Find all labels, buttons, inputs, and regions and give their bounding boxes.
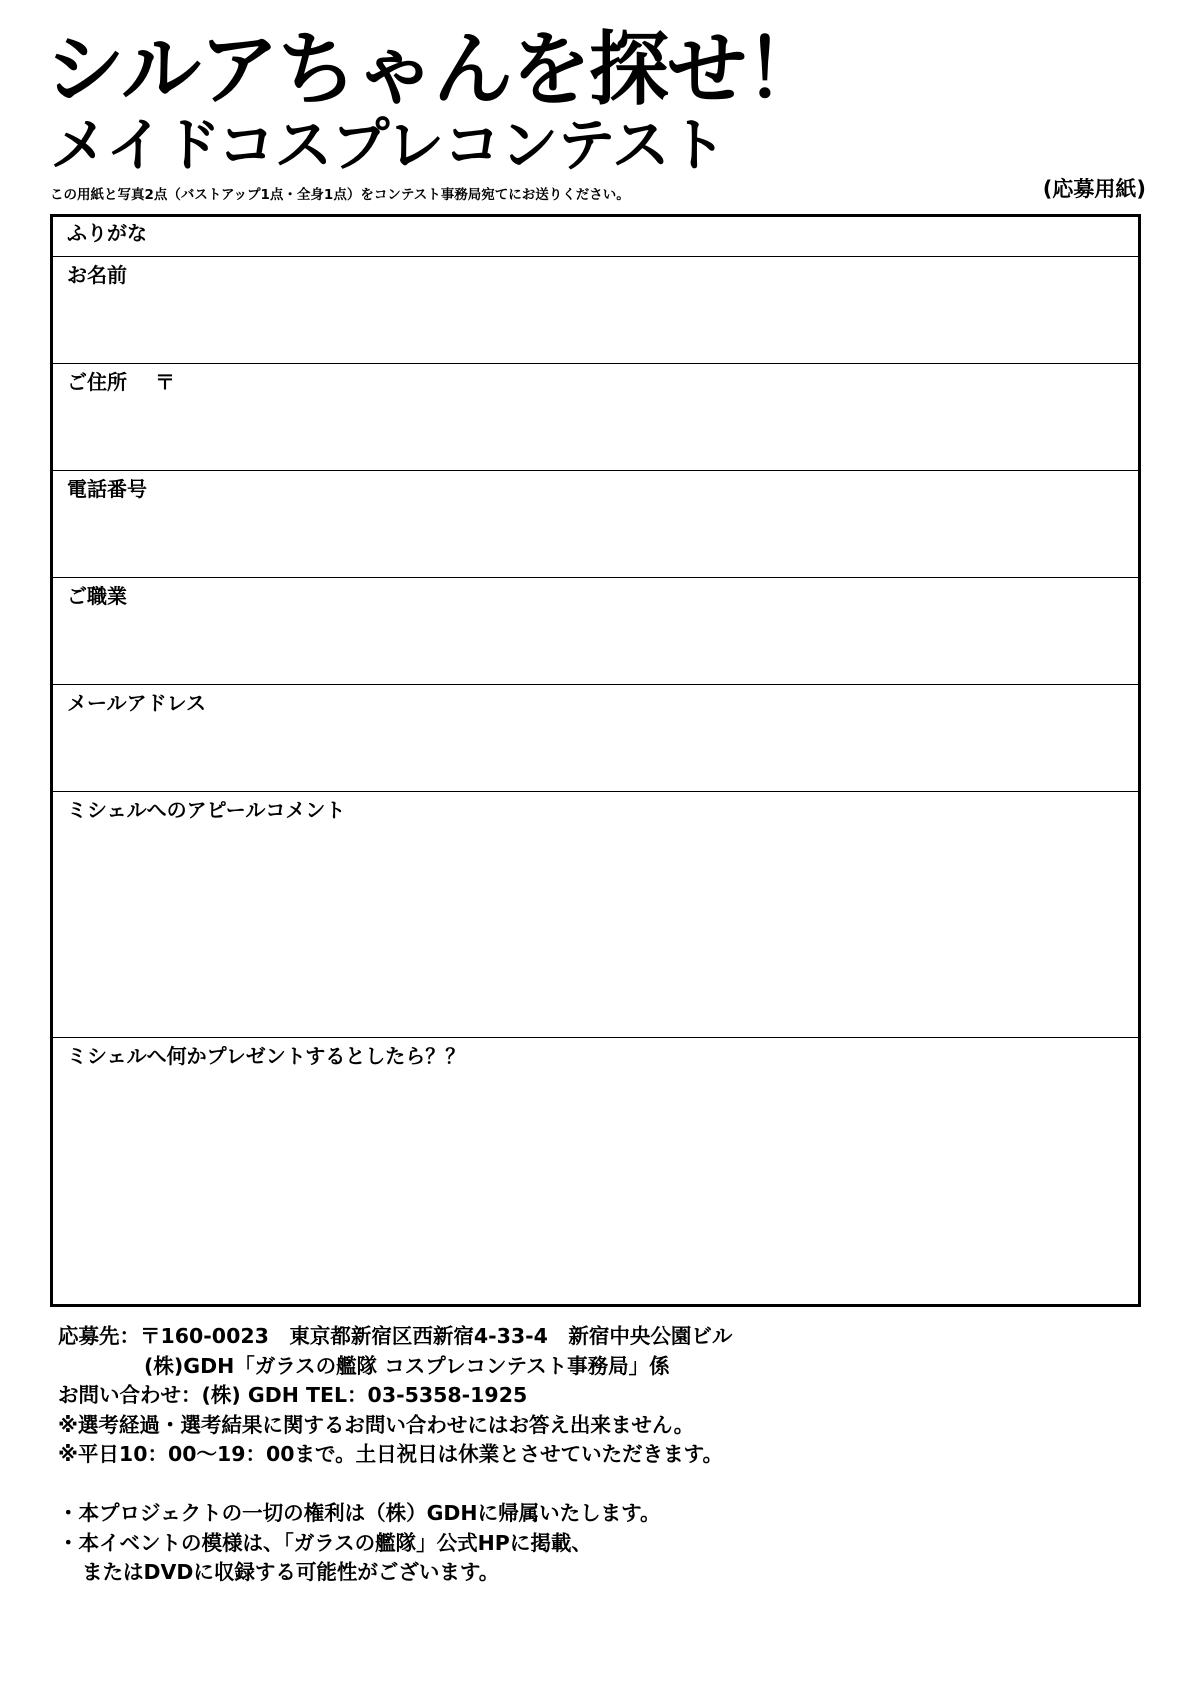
form-row-phone[interactable] <box>53 471 1138 578</box>
bullet-line-1: ・本プロジェクトの一切の権利は（株）GDHに帰属いたします。 <box>58 1501 661 1525</box>
form-type-label: (応募用紙) <box>1042 177 1146 201</box>
spacer <box>58 1470 732 1500</box>
note-line-1: ※選考経過・選考結果に関するお問い合わせにはお答え出来ません。 <box>58 1412 695 1437</box>
note-line-2: ※平日10：00〜19：00まで。土日祝日は休業とさせていただきます。 <box>58 1442 723 1466</box>
form-row-address[interactable] <box>53 364 1138 471</box>
form-row-name[interactable] <box>53 257 1138 364</box>
postal-mark: 〒 <box>155 370 175 394</box>
name-label: お名前 <box>67 263 127 287</box>
page-subtitle: メイドコスプレコンテスト <box>50 111 726 179</box>
furigana-label: ふりがな <box>67 221 147 245</box>
form-row-email[interactable] <box>53 685 1138 792</box>
page-title: シルアちゃんを探せ！ <box>45 23 823 116</box>
present-label: ミシェルへ何かプレゼントするとしたら？？ <box>67 1044 466 1068</box>
address-label-text: ご住所 <box>67 370 127 394</box>
contact-line: お問い合わせ：(株) GDH TEL：03-5358-1925 <box>58 1383 528 1407</box>
form-row-furigana[interactable] <box>53 217 1138 257</box>
appeal-comment-label: ミシェルへのアピールコメント <box>67 798 346 822</box>
form-row-present[interactable] <box>53 1038 1138 1304</box>
phone-label: 電話番号 <box>67 477 147 501</box>
email-label: メールアドレス <box>67 691 206 715</box>
footer-info <box>58 1322 732 1588</box>
form-row-occupation[interactable] <box>53 578 1138 685</box>
address-label <box>67 370 175 394</box>
form-row-appeal-comment[interactable] <box>53 792 1138 1038</box>
address-line: 応募先：〒160-0023 東京都新宿区西新宿4-33-4 新宿中央公園ビル <box>58 1324 733 1348</box>
bullet-line-2-cont: またはDVDに収録する可能性がございます。 <box>82 1560 500 1584</box>
application-form <box>50 214 1141 1307</box>
occupation-label: ご職業 <box>67 584 127 608</box>
recipient-line: (株)GDH「ガラスの艦隊 コスプレコンテスト事務局」係 <box>144 1353 670 1378</box>
bullet-line-2: ・本イベントの模様は、「ガラスの艦隊」公式HPに掲載、 <box>58 1530 592 1555</box>
instruction-text: この用紙と写真2点（バストアップ1点・全身1点）をコンテスト事務局宛てにお送りください。 <box>50 187 630 203</box>
